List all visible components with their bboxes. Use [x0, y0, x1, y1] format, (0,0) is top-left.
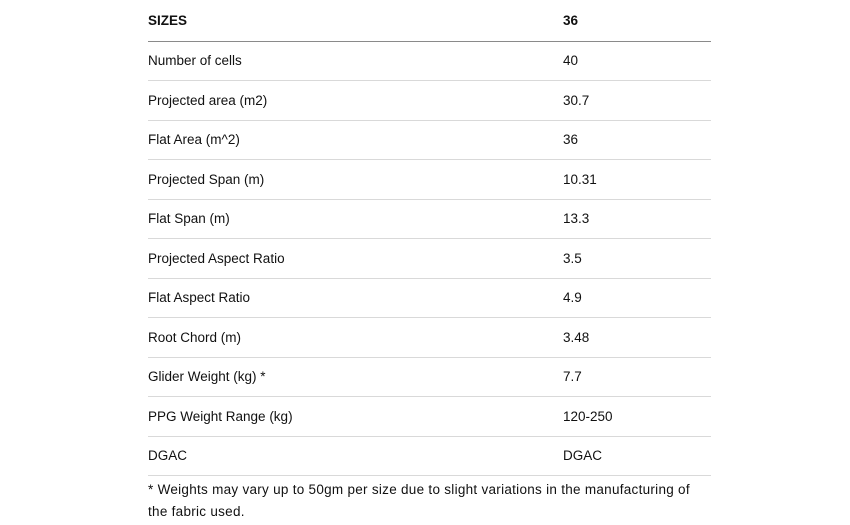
table-header	[148, 0, 711, 41]
row-label: DGAC	[148, 436, 563, 476]
table-row	[148, 397, 711, 437]
row-value: 36	[563, 120, 711, 160]
row-value: 10.31	[563, 160, 711, 200]
table-row	[148, 120, 711, 160]
row-label: Flat Span (m)	[148, 199, 563, 239]
table-row	[148, 160, 711, 200]
row-label: Number of cells	[148, 41, 563, 81]
header-label: SIZES	[148, 0, 563, 41]
row-label: Flat Aspect Ratio	[148, 278, 563, 318]
row-value: 13.3	[563, 199, 711, 239]
table-row	[148, 278, 711, 318]
row-label: Flat Area (m^2)	[148, 120, 563, 160]
row-value: 3.48	[563, 318, 711, 358]
row-value: 4.9	[563, 278, 711, 318]
row-label: Glider Weight (kg) *	[148, 357, 563, 397]
table-body	[148, 41, 711, 476]
row-label: PPG Weight Range (kg)	[148, 397, 563, 437]
row-value: 7.7	[563, 357, 711, 397]
weight-footnote: * Weights may vary up to 50gm per size due to slight variations in the manufacturing of the fabric used.	[148, 482, 690, 519]
table-row	[148, 357, 711, 397]
row-value: 40	[563, 41, 711, 81]
row-label: Root Chord (m)	[148, 318, 563, 358]
specifications-table	[148, 0, 711, 476]
row-value: 120-250	[563, 397, 711, 437]
row-value: 3.5	[563, 239, 711, 279]
table-row	[148, 199, 711, 239]
row-value: 30.7	[563, 81, 711, 121]
table-row	[148, 41, 711, 81]
row-value: DGAC	[563, 436, 711, 476]
header-row	[148, 0, 711, 41]
table-row	[148, 436, 711, 476]
header-size-value: 36	[563, 0, 711, 41]
row-label: Projected area (m2)	[148, 81, 563, 121]
table-row	[148, 81, 711, 121]
table-row	[148, 239, 711, 279]
row-label: Projected Span (m)	[148, 160, 563, 200]
row-label: Projected Aspect Ratio	[148, 239, 563, 279]
table-row	[148, 318, 711, 358]
specifications-section	[148, 0, 711, 522]
